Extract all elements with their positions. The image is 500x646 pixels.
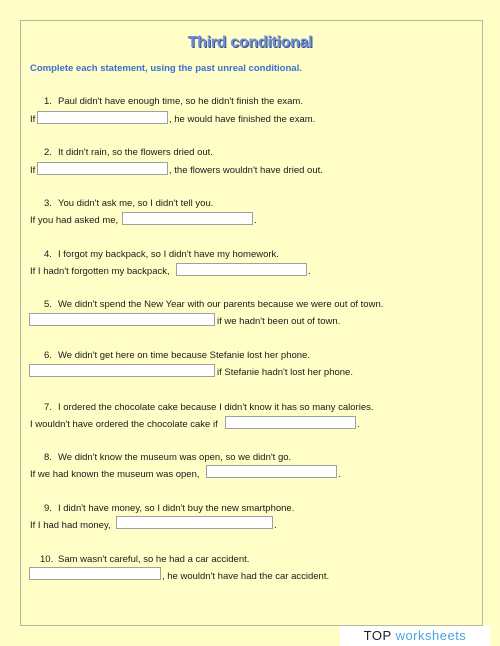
item-sentence: It didn't rain, so the flowers dried out. [58,147,213,158]
item-number: 1. [44,96,52,107]
answer-input-10[interactable] [29,567,161,580]
answer-input-5[interactable] [29,313,215,326]
item-after-text: . [357,419,360,430]
item-number: 3. [44,198,52,209]
item-before-text: If we had known the museum was open, [30,469,200,480]
item-number: 7. [44,402,52,413]
item-sentence: We didn't know the museum was open, so we didn't go. [58,452,292,463]
item-before-text: If [30,165,36,176]
answer-input-7[interactable] [225,416,356,429]
item-after-text: . [338,469,341,480]
item-sentence: Paul didn't have enough time, so he didn't finish the exam. [58,96,303,107]
answer-input-6[interactable] [29,364,215,377]
answer-input-3[interactable] [122,212,253,225]
item-sentence: We didn't get here on time because Stefanie lost her phone. [58,350,310,361]
item-number: 5. [44,299,52,310]
item-before-text: I wouldn't have ordered the chocolate cake if [30,419,218,430]
worksheet-title: Third conditional [187,34,313,51]
answer-input-4[interactable] [176,263,307,276]
item-number: 4. [44,249,52,260]
item-after-text: . [274,520,277,531]
answer-input-1[interactable] [37,111,168,124]
item-sentence: I didn't have money, so I didn't buy the new smartphone. [58,503,295,514]
answer-input-9[interactable] [116,516,273,529]
item-sentence: You didn't ask me, so I didn't tell you. [58,198,214,209]
answer-input-2[interactable] [37,162,168,175]
item-number: 9. [44,503,52,514]
answer-input-8[interactable] [206,465,337,478]
brand-part-top: TOP [363,628,392,643]
item-sentence: I forgot my backpack, so I didn't have my homework. [58,249,279,260]
item-before-text: If I hadn't forgotten my backpack, [30,266,170,277]
item-after-text: . [254,215,257,226]
item-after-text: , the flowers wouldn't have dried out. [169,165,323,176]
item-number: 10. [40,554,54,565]
topworksheets-logo[interactable] [340,626,490,646]
item-after-text: if we hadn't been out of town. [217,316,341,327]
item-before-text: If I had had money, [30,520,111,531]
item-after-text: . [308,266,311,277]
item-after-text: , he would have finished the exam. [169,114,316,125]
item-sentence: We didn't spend the New Year with our parents because we were out of town. [58,299,384,310]
item-after-text: , he wouldn't have had the car accident. [162,571,330,582]
item-before-text: If [30,114,36,125]
item-sentence: I ordered the chocolate cake because I didn't know it has so many calories. [58,402,374,413]
brand-part-worksheets: worksheets [395,628,467,643]
item-before-text: If you had asked me, [30,215,119,226]
item-sentence: Sam wasn't careful, so he had a car accident. [58,554,250,565]
instruction-text: Complete each statement, using the past unreal conditional. [30,63,302,74]
item-number: 6. [44,350,52,361]
item-after-text: if Stefanie hadn't lost her phone. [217,367,353,378]
item-number: 8. [44,452,52,463]
item-number: 2. [44,147,52,158]
